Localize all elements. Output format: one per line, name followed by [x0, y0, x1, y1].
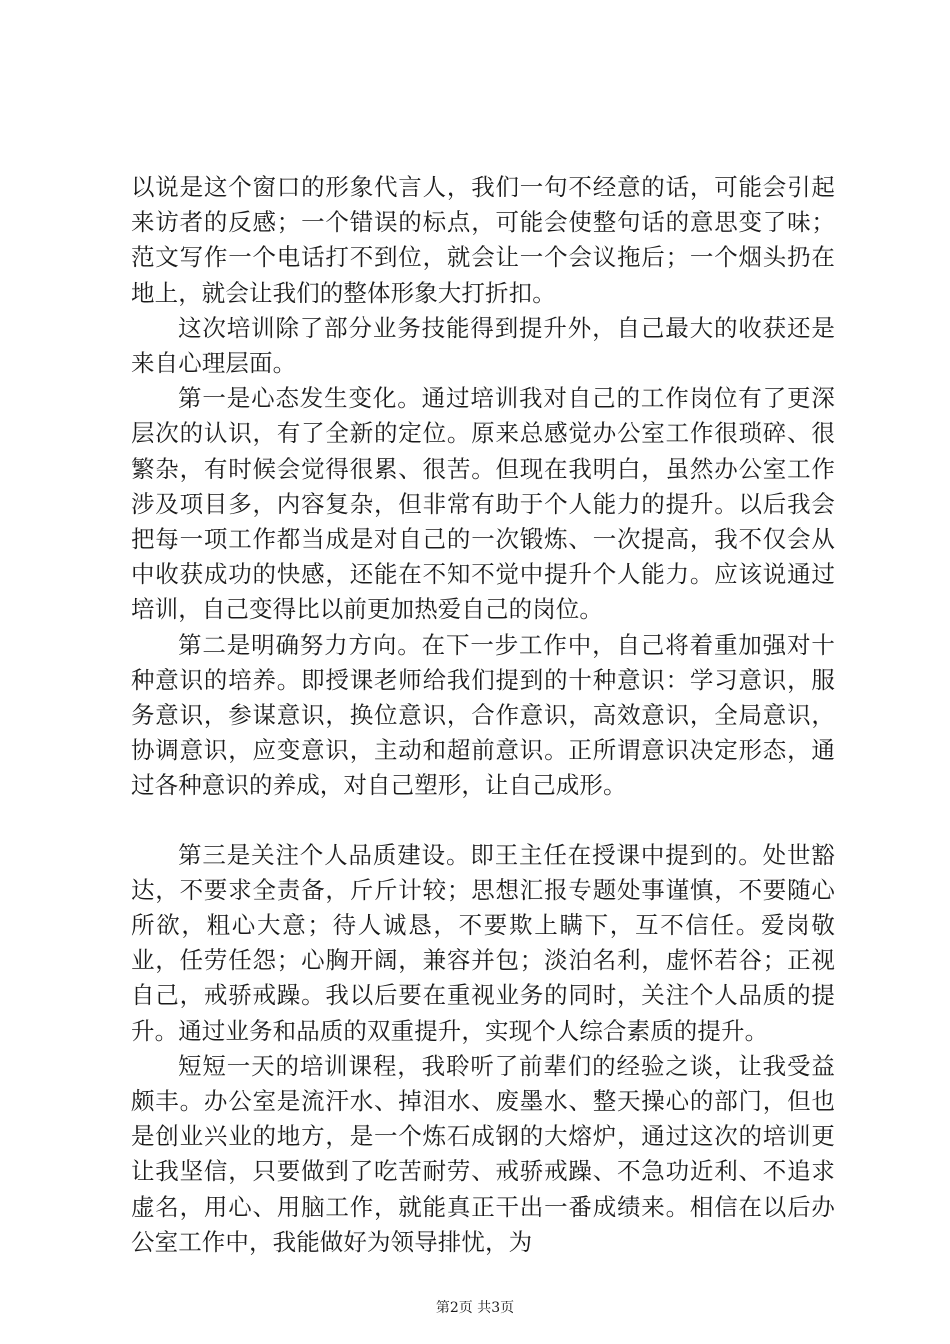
paragraph-continuation: 以说是这个窗口的形象代言人，我们一句不经意的话，可能会引起来访者的反感；一个错误的标点，可能会使整句话的意思变了味；范文写作一个电话打不到位，就会让一个会议拖后；一个烟头扔在地上，就会让我们的整体形象大打折扣。: [131, 173, 835, 307]
document-body: [131, 170, 835, 1260]
page-number: 第2页 共3页: [435, 1300, 515, 1316]
page-footer: [0, 1299, 950, 1317]
paragraph-second-direction: 第二是明确努力方向。在下一步工作中，自己将着重加强对十种意识的培养。即授课老师给我们提到的十种意识：学习意识，服务意识，参谋意识，换位意识，合作意识，高效意识，全局意识，协调意识，应变意识，主动和超前意识。正所谓意识决定形态，通过各种意识的养成，对自己塑形，让自己成形。: [131, 630, 835, 800]
paragraph-training-gains: 这次培训除了部分业务技能得到提升外，自己最大的收获还是来自心理层面。: [131, 313, 835, 378]
paragraph-summary: 短短一天的培训课程，我聆听了前辈们的经验之谈，让我受益颇丰。办公室是流汗水、掉泪水、废墨水、整天操心的部门，但也是创业兴业的地方，是一个炼石成钢的大熔炉，通过这次的培训更让我坚信，只要做到了吃苦耐劳、戒骄戒躁、不急功近利、不追求虚名，用心、用脑工作，就能真正干出一番成绩来。相信在以后办公室工作中，我能做好为领导排忧，为: [131, 1051, 835, 1256]
paragraph-first-mindset: 第一是心态发生变化。通过培训我对自己的工作岗位有了更深层次的认识，有了全新的定位。原来总感觉办公室工作很琐碎、很繁杂，有时候会觉得很累、很苦。但现在我明白，虽然办公室工作涉及项目多，内容复杂，但非常有助于个人能力的提升。以后我会把每一项工作都当成是对自己的一次锻炼、一次提高，我不仅会从中收获成功的快感，还能在不知不觉中提升个人能力。应该说通过培训，自己变得比以前更加热爱自己的岗位。: [131, 384, 835, 624]
paragraph-third-quality: 第三是关注个人品质建设。即王主任在授课中提到的。处世豁达，不要求全责备，斤斤计较；思想汇报专题处事谨慎，不要随心所欲，粗心大意；待人诚恳，不要欺上瞒下，互不信任。爱岗敬业，任劳任怨；心胸开阔，兼容并包；淡泊名利，虚怀若谷；正视自己，戒骄戒躁。我以后要在重视业务的同时，关注个人品质的提升。通过业务和品质的双重提升，实现个人综合素质的提升。: [131, 840, 835, 1045]
